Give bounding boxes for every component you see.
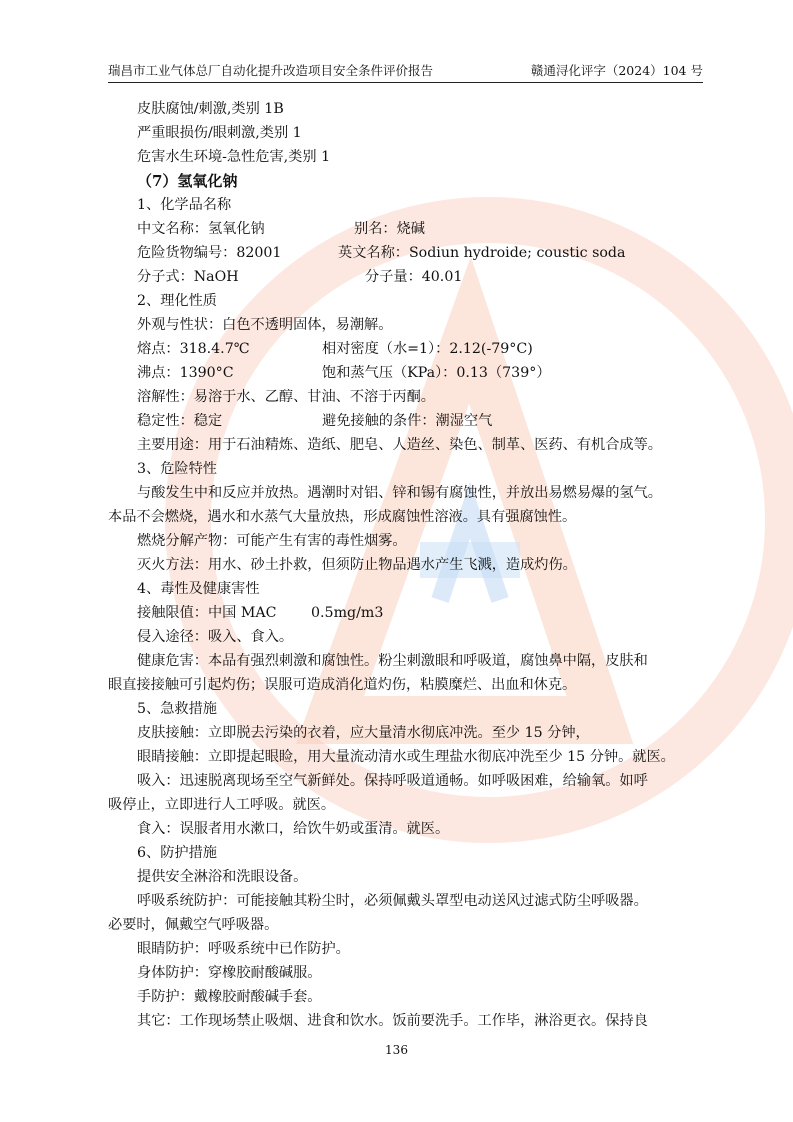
text-line: 分子式：NaOH: [137, 269, 239, 285]
text-line: 身体防护：穿橡胶耐酸碱服。: [137, 965, 322, 981]
text-line: 食入：误服者用水漱口，给饮牛奶或蛋清。就医。: [137, 821, 450, 837]
text-line: 必要时，佩戴空气呼吸器。: [108, 917, 279, 933]
text-line: 饱和蒸气压（KPa）：0.13（739°）: [322, 365, 551, 381]
text-line: 本品不会燃烧，遇水和水蒸气大量放热，形成腐蚀性溶液。具有强腐蚀性。: [108, 509, 577, 525]
text-line: 眼直接接触可引起灼伤；误服可造成消化道灼伤，粘膜糜烂、出血和休克。: [108, 677, 577, 693]
subsection-heading: 5、急救措施: [137, 701, 217, 717]
text-line: 外观与性状：白色不透明固体，易潮解。: [137, 317, 393, 333]
text-line: 眼睛接触：立即提起眼睑，用大量流动清水或生理盐水彻底冲洗至少 15 分钟。就医。: [137, 749, 675, 765]
text-line: 呼吸系统防护：可能接触其粉尘时，必须佩戴头罩型电动送风过滤式防尘呼吸器。: [137, 893, 648, 909]
subsection-heading: 2、理化性质: [137, 293, 217, 309]
text-line: 手防护：戴橡胶耐酸碱手套。: [137, 989, 322, 1005]
section-heading: （7）氢氧化钠: [137, 172, 238, 190]
text-line: 皮肤腐蚀/刺激,类别 1B: [137, 101, 284, 117]
text-line: 提供安全淋浴和洗眼设备。: [137, 869, 308, 885]
subsection-heading: 6、防护措施: [137, 845, 217, 861]
page-number: 136: [385, 1043, 408, 1057]
text-line: 沸点：1390°C: [137, 365, 234, 381]
text-line: 侵入途径：吸入、食入。: [137, 629, 294, 645]
text-line: 中文名称：氢氧化钠: [137, 221, 265, 237]
text-line: 严重眼损伤/眼刺激,类别 1: [137, 125, 302, 141]
text-line: 危害水生环境-急性危害,类别 1: [137, 149, 331, 165]
text-line: 稳定性：稳定: [137, 413, 223, 429]
text-line: 健康危害：本品有强烈刺激和腐蚀性。粉尘刺激眼和呼吸道，腐蚀鼻中隔，皮肤和: [137, 653, 648, 669]
text-line: 别名：烧碱: [354, 221, 425, 237]
text-line: 其它：工作现场禁止吸烟、进食和饮水。饭前要洗手。工作毕，淋浴更衣。保持良: [137, 1013, 648, 1029]
text-line: 溶解性：易溶于水、乙醇、甘油、不溶于丙酮。: [137, 389, 435, 405]
subsection-heading: 3、危险特性: [137, 461, 217, 477]
page-header: [108, 64, 703, 83]
text-line: 分子量：40.01: [365, 269, 463, 285]
text-line: 接触限值：中国 MAC: [137, 605, 277, 621]
report-title: 瑞昌市工业气体总厂自动化提升改造项目安全条件评价报告: [108, 63, 434, 78]
text-line: 0.5mg/m3: [311, 605, 384, 621]
text-line: 吸停止，立即进行人工呼吸。就医。: [108, 797, 336, 813]
subsection-heading: 4、毒性及健康害性: [137, 581, 260, 597]
text-line: 英文名称：Sodiun hydroide; coustic soda: [338, 245, 626, 261]
text-line: 相对密度（水=1）：2.12(-79°C): [322, 341, 533, 357]
subsection-heading: 1、化学品名称: [137, 197, 232, 213]
report-number: 赣通浔化评字（2024）104 号: [530, 63, 703, 78]
text-line: 主要用途：用于石油精炼、造纸、肥皂、人造丝、染色、制革、医药、有机合成等。: [137, 437, 662, 453]
text-line: 与酸发生中和反应并放热。遇潮时对铝、锌和锡有腐蚀性，并放出易燃易爆的氢气。: [137, 485, 662, 501]
text-line: 眼睛防护：呼吸系统中已作防护。: [137, 941, 350, 957]
text-line: 危险货物编号：82001: [137, 245, 282, 261]
text-line: 吸入：迅速脱离现场至空气新鲜处。保持呼吸道通畅。如呼吸困难，给输氧。如呼: [137, 773, 648, 789]
text-line: 皮肤接触：立即脱去污染的衣着，应大量清水彻底冲洗。至少 15 分钟，: [137, 725, 590, 741]
text-line: 熔点：318.4.7℃: [137, 341, 250, 357]
text-line: 灭火方法：用水、砂土扑救，但须防止物品遇水产生飞溅，造成灼伤。: [137, 557, 577, 573]
text-line: 避免接触的条件：潮湿空气: [322, 413, 493, 429]
text-line: 燃烧分解产物：可能产生有害的毒性烟雾。: [137, 533, 407, 549]
